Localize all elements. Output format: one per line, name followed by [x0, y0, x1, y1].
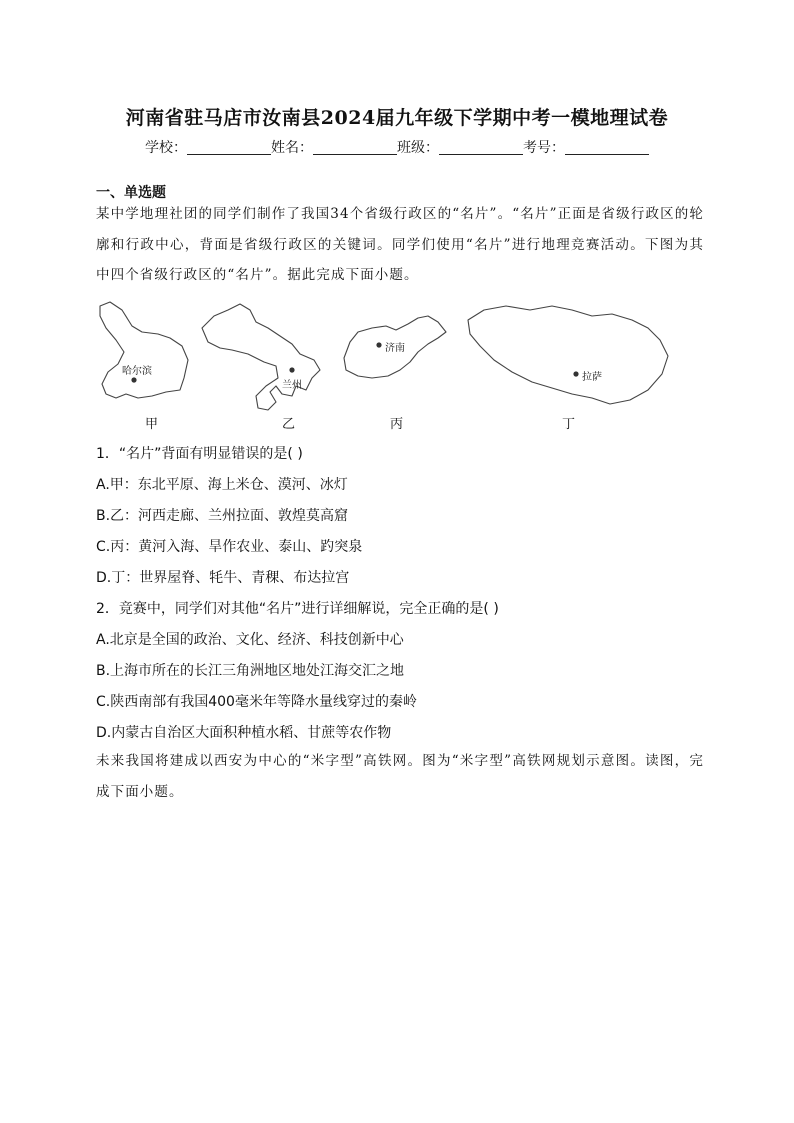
section-title: 一、单选题 [96, 185, 166, 201]
question-2-option-d: D.内蒙古自治区大面积种植水稻、甘蔗等农作物 [96, 725, 392, 741]
city-dot-lanzhou [289, 367, 294, 372]
question-2-stem: 2．竞赛中，同学们对其他“名片”进行详细解说，完全正确的是( ) [96, 601, 499, 617]
map-label-ding: 丁 [562, 417, 576, 432]
city-label-harbin: 哈尔滨 [122, 366, 152, 377]
question-1-option-c: C.丙：黄河入海、旱作农业、泰山、趵突泉 [96, 539, 363, 555]
name-label: 姓名： [271, 140, 313, 156]
map-ding-outline [468, 306, 668, 404]
exam-number-label: 考号： [523, 140, 565, 156]
city-dot-harbin [131, 377, 136, 382]
map-label-jia: 甲 [145, 417, 159, 432]
page-title: 河南省驻马店市汝南县2024届九年级下学期中考一模地理试卷 [125, 107, 669, 129]
name-blank [313, 140, 397, 155]
exam-number-blank [565, 140, 649, 155]
question-2-option-c: C.陕西南部有我国400毫米年等降水量线穿过的秦岭 [96, 694, 417, 710]
question-2-option-b: B.上海市所在的长江三角洲地区地处江海交汇之地 [96, 663, 405, 679]
city-dot-lhasa [573, 371, 578, 376]
city-label-lanzhou: 兰州 [282, 380, 302, 391]
question-1-option-d: D.丁：世界屋脊、牦牛、青稞、布达拉宫 [96, 570, 350, 586]
student-info-line [0, 137, 794, 157]
city-dot-jinan [376, 342, 381, 347]
school-blank [187, 140, 271, 155]
city-label-lhasa: 拉萨 [582, 372, 602, 383]
class-label: 班级： [397, 140, 439, 156]
question-1-stem: 1．“名片”背面有明显错误的是( ) [96, 446, 303, 462]
outro-paragraph: 未来我国将建成以西安为中心的“米字型”高铁网。图为“米字型”高铁网规划示意图。读图，完成下面小题。 [96, 753, 704, 800]
map-yi-outline [202, 304, 320, 410]
map-jia-outline [100, 302, 188, 398]
school-label: 学校： [145, 140, 187, 156]
question-2-option-a: A.北京是全国的政治、文化、经济、科技创新中心 [96, 632, 404, 648]
question-1-option-a: A.甲：东北平原、海上米仓、漠河、冰灯 [96, 477, 348, 493]
map-label-bing: 丙 [390, 417, 404, 432]
city-label-jinan: 济南 [385, 343, 405, 354]
class-blank [439, 140, 523, 155]
question-1-option-b: B.乙：河西走廊、兰州拉面、敦煌莫高窟 [96, 508, 349, 524]
map-label-yi: 乙 [282, 417, 296, 432]
intro-paragraph: 某中学地理社团的同学们制作了我国34个省级行政区的“名片”。“名片”正面是省级行政区的轮廓和行政中心，背面是省级行政区的关键词。同学们使用“名片”进行地理竞赛活动。下图为其中四个省级行政区的“名片”。据此完成下面小题。 [96, 206, 704, 283]
province-maps-figure [96, 298, 708, 434]
